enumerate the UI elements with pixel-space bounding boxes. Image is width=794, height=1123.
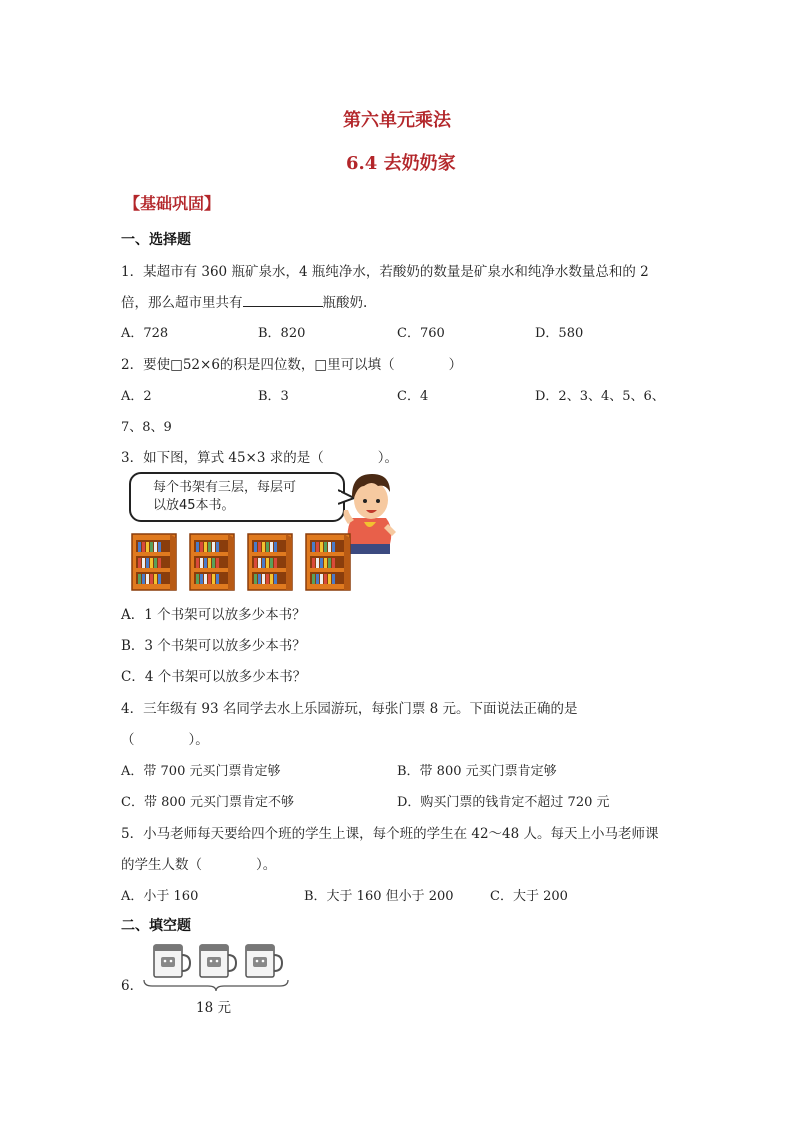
q2-option-a[interactable]: A．2 bbox=[121, 389, 152, 404]
q3-option-b[interactable]: B．3 个书架可以放多少本书？ bbox=[121, 638, 306, 654]
q6-price-label: 18 元 bbox=[196, 1000, 231, 1016]
q1-option-d[interactable]: D．580 bbox=[535, 326, 584, 341]
bookshelf-icon bbox=[130, 530, 360, 592]
bubble-line1: 每个书架有三层，每层可 bbox=[153, 480, 297, 495]
bubble-line2: 以放45本书。 bbox=[153, 498, 235, 513]
q1-answer-blank[interactable] bbox=[243, 293, 323, 307]
mug-icon bbox=[150, 943, 290, 979]
q1-line2-after: 瓶酸奶. bbox=[322, 295, 368, 311]
q4-option-c[interactable]: C．带 800 元买门票肯定不够 bbox=[121, 795, 295, 810]
q2-option-d-wrap: 7、8、9 bbox=[121, 420, 172, 435]
q3-stem: 3．如下图，算式 45×3 求的是（ ）。 bbox=[121, 450, 398, 466]
unit-title: 第六单元乘法 bbox=[343, 110, 451, 131]
q5-option-a[interactable]: A．小于 160 bbox=[121, 889, 199, 904]
q3-option-a[interactable]: A．1 个书架可以放多少本书？ bbox=[121, 607, 306, 623]
q5-line2: 的学生人数（ ）。 bbox=[121, 857, 277, 873]
q4-option-b[interactable]: B．带 800 元买门票肯定够 bbox=[397, 764, 557, 779]
q6-number: 6． bbox=[121, 978, 144, 994]
brace-icon bbox=[142, 978, 290, 992]
q1-line1: 1．某超市有 360 瓶矿泉水，4 瓶纯净水，若酸奶的数量是矿泉水和纯净水数量总和的 2 bbox=[121, 264, 649, 280]
q2-option-d[interactable]: D．2、3、4、5、6、 bbox=[535, 389, 665, 404]
q1-line2 bbox=[121, 291, 367, 311]
q5-option-b[interactable]: B．大于 160 但小于 200 bbox=[304, 889, 454, 904]
q1-line2-before: 倍，那么超市里共有 bbox=[121, 295, 243, 311]
q1-option-a[interactable]: A．728 bbox=[121, 326, 169, 341]
speech-bubble bbox=[129, 472, 345, 522]
q4-option-d[interactable]: D．购买门票的钱肯定不超过 720 元 bbox=[397, 795, 610, 810]
q1-option-c[interactable]: C．760 bbox=[397, 326, 445, 341]
section-label: 【基础巩固】 bbox=[124, 194, 221, 213]
q3-option-c[interactable]: C．4 个书架可以放多少本书？ bbox=[121, 669, 307, 685]
q1-option-b[interactable]: B．820 bbox=[258, 326, 306, 341]
part2-heading: 二、填空题 bbox=[121, 918, 191, 934]
q2-stem-text: 2．要使□52×6的积是四位数，□里可以填（ ） bbox=[121, 357, 463, 373]
bookshelf-row bbox=[130, 530, 360, 592]
lesson-title: 6.4 去奶奶家 bbox=[346, 153, 456, 174]
q5-option-c[interactable]: C．大于 200 bbox=[490, 889, 568, 904]
part1-heading: 一、选择题 bbox=[121, 232, 191, 248]
q4-line1: 4．三年级有 93 名同学去水上乐园游玩，每张门票 8 元。下面说法正确的是 bbox=[121, 701, 578, 717]
q5-line1: 5．小马老师每天要给四个班的学生上课，每个班的学生在 42～48 人。每天上小马老师课 bbox=[121, 826, 659, 842]
q2-option-b[interactable]: B．3 bbox=[258, 389, 289, 404]
q2-option-c[interactable]: C．4 bbox=[397, 389, 429, 404]
q4-option-a[interactable]: A．带 700 元买门票肯定够 bbox=[121, 764, 281, 779]
q4-line2: （ ）。 bbox=[121, 732, 209, 748]
